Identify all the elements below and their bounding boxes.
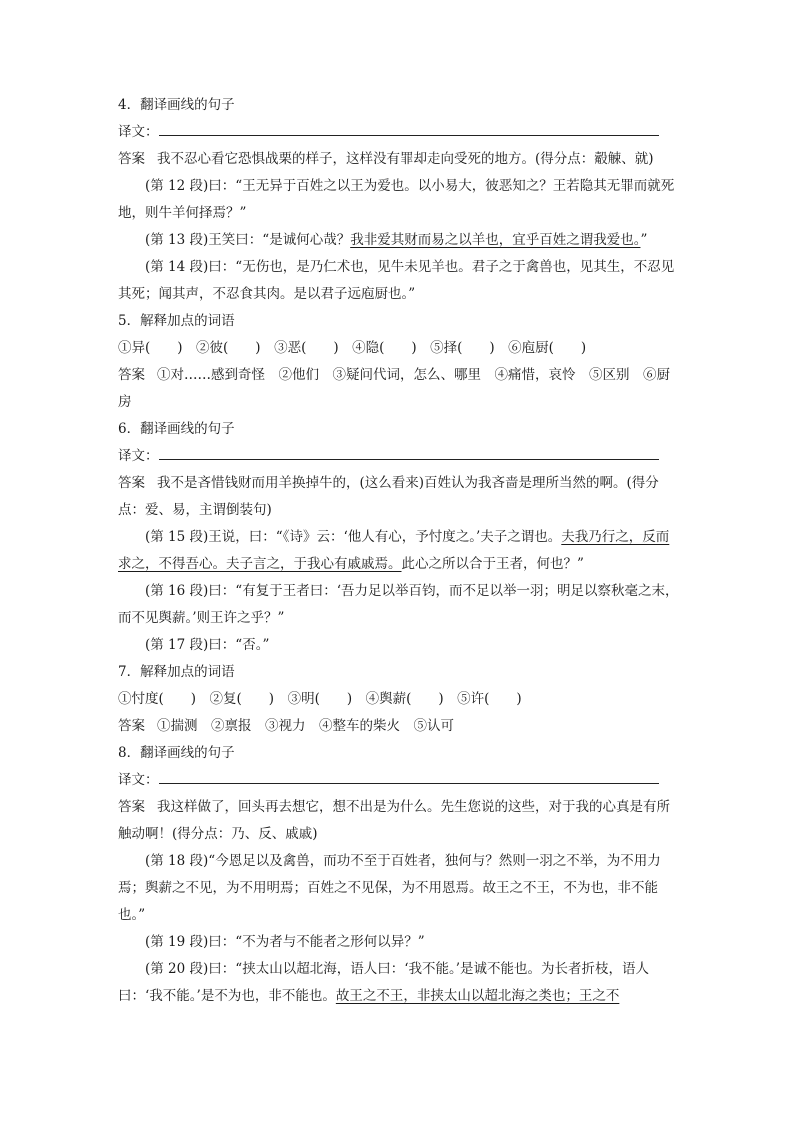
- paragraph-15: [118, 524, 682, 578]
- answer-label: 答案: [118, 799, 145, 815]
- answer-label: 答案: [118, 151, 145, 167]
- translation-label: 译文：: [118, 772, 159, 788]
- paragraph-20-text: (第 20 段)曰：“挟太山以超北海，语人曰：‘我不能。’是诚不能也。为长者折枝，语人曰：‘我不能。’是不为也，非不能也。: [118, 961, 650, 1004]
- answer-label: 答案: [118, 367, 145, 383]
- answer-text: 我不是吝惜钱财而用羊换掉牛的，(这么看来)百姓认为我吝啬是理所当然的啊。(得分点：爱、易，主谓倒装句): [118, 475, 659, 518]
- question-8-translation-row: [118, 767, 682, 794]
- paragraph-16: (第 16 段)曰：“有复于王者曰：‘吾力足以举百钧，而不足以举一羽；明足以察秋毫之末，而不见舆薪。’则王许之乎？”: [118, 583, 679, 626]
- question-4-answer: [118, 146, 682, 173]
- answer-text: ①对……感到奇怪 ②他们 ③疑问代词，怎么、哪里 ④痛惜，哀怜 ⑤区别 ⑥厨房: [118, 367, 670, 410]
- paragraph-17: (第 17 段)曰：“否。”: [145, 637, 270, 653]
- answer-text: ①揣测 ②禀报 ③视力 ④整车的柴火 ⑤认可: [157, 718, 454, 734]
- question-7-items: ①忖度( ) ②复( ) ③明( ) ④舆薪( ) ⑤许( ): [118, 691, 522, 707]
- translation-label: 译文：: [118, 124, 159, 140]
- paragraph-20: [118, 956, 682, 1010]
- question-4-translation-row: [118, 119, 682, 146]
- answer-label: 答案: [118, 718, 145, 734]
- question-6-translation-row: [118, 443, 682, 470]
- underlined-sentence: 夫我乃行之，反而求之，不得吾心。夫子言之，于我心有戚戚焉。: [118, 529, 670, 572]
- paragraph-13-text: (第 13 段)王笑曰：“是诚何心哉？: [145, 232, 351, 248]
- paragraph-14: (第 14 段)曰：“无伤也，是乃仁术也，见牛未见羊也。君子之于禽兽也，见其生，不忍见其死；闻其声，不忍食其肉。是以君子远庖厨也。”: [118, 259, 675, 302]
- translation-label: 译文：: [118, 448, 159, 464]
- underlined-sentence: 我非爱其财而易之以羊也，宜乎百姓之谓我爱也。: [350, 232, 641, 248]
- answer-label: 答案: [118, 475, 145, 491]
- paragraph-13-suffix: ”: [640, 232, 648, 248]
- underlined-sentence: 故王之不王，非挟太山以超北海之类也；王之不: [335, 988, 620, 1004]
- answer-text: 我这样做了，回头再去想它，想不出是为什么。先生您说的这些，对于我的心真是有所触动啊！(得分点：乃、反、戚戚): [118, 799, 670, 842]
- question-7-answer: [118, 713, 682, 740]
- paragraph-19: (第 19 段)曰：“不为者与不能者之形何以异？”: [145, 934, 425, 950]
- paragraph-18: (第 18 段)“今恩足以及禽兽，而功不至于百姓者，独何与？然则一羽之不举，为不用力焉；舆薪之不见，为不用明焉；百姓之不见保，为不用恩焉。故王之不王，不为也，非不能也。”: [118, 853, 661, 923]
- paragraph-15-text: (第 15 段)王说，曰：“《诗》云：‘他人有心，予忖度之。’夫子之谓也。: [145, 529, 562, 545]
- document-page: [118, 92, 682, 1010]
- paragraph-15-suffix: 此心之所以合于王者，何也？”: [401, 556, 584, 572]
- question-5-heading: 5．解释加点的词语: [118, 313, 235, 329]
- paragraph-12: (第 12 段)曰：“王无异于百姓之以王为爱也。以小易大，彼恶知之？王若隐其无罪而就死地，则牛羊何择焉？”: [118, 178, 675, 221]
- answer-text: 我不忍心看它恐惧战栗的样子，这样没有罪却走向受死的地方。(得分点：觳觫、就): [157, 151, 654, 167]
- paragraph-13: [118, 227, 682, 254]
- translation-answer-blank[interactable]: [159, 119, 659, 136]
- translation-answer-blank[interactable]: [159, 767, 659, 784]
- question-8-heading: 8．翻译画线的句子: [118, 745, 235, 761]
- question-6-answer: [118, 470, 682, 524]
- question-5-answer: [118, 362, 682, 416]
- question-7-heading: 7．解释加点的词语: [118, 664, 235, 680]
- question-8-answer: [118, 794, 682, 848]
- question-4-heading: 4．翻译画线的句子: [118, 97, 235, 113]
- question-6-heading: 6．翻译画线的句子: [118, 421, 235, 437]
- question-5-items: ①异( ) ②彼( ) ③恶( ) ④隐( ) ⑤择( ) ⑥庖厨( ): [118, 340, 587, 356]
- translation-answer-blank[interactable]: [159, 443, 659, 460]
